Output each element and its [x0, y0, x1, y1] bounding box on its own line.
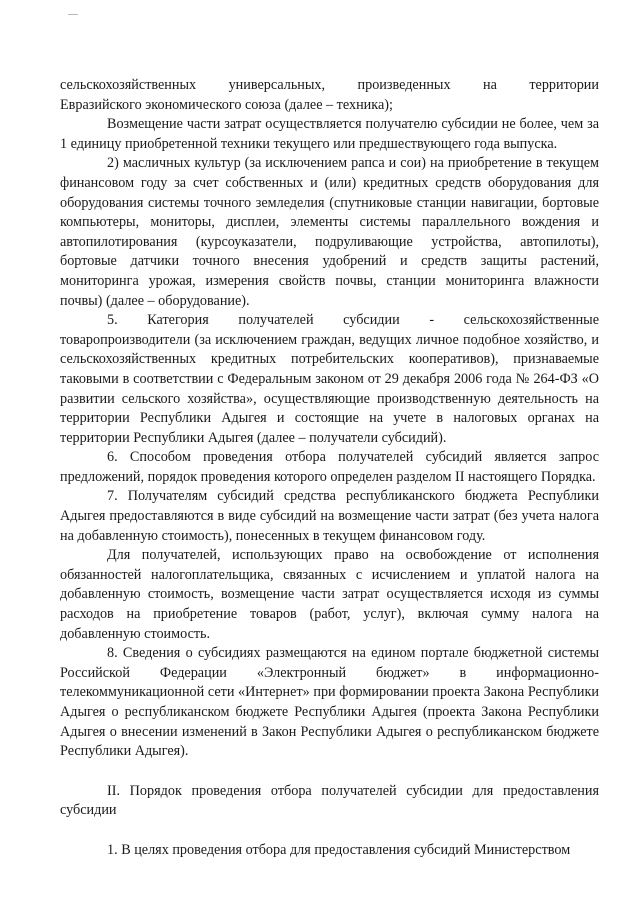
- paragraph-continuation-end: Евразийского экономического союза (далее – техника);: [60, 96, 393, 113]
- paragraph-8-information-publication: 8. Сведения о субсидиях размещаются на едином портале бюджетной системы Российской Федерации «Электронный бюджет» в информационно-телекоммуникационной сети «Интернет» при формировании проекта Закона Республики Адыгея о республиканском бюджете Республики Адыгея (проекта Закона Республики Адыгея о внесении изменений в Закон Республики Адыгея о республиканском бюджете Республики Адыгея).: [60, 645, 599, 760]
- paragraph-7-funding: 7. Получателям субсидий средства республиканского бюджета Республики Адыгея предоставляются в виде субсидий на возмещение части затрат (без учета налога на добавленную стоимость), понесенных в текущем финансовом году.: [60, 488, 599, 544]
- section-paragraph-1: 1. В целях проведения отбора для предоставления субсидий Министерством: [107, 841, 571, 858]
- paragraph-6-selection-method: 6. Способом проведения отбора получателей субсидий является запрос предложений, порядок проведения которого определен разделом II настоящего Порядка.: [60, 449, 599, 485]
- paragraph-reimbursement-note: Возмещение части затрат осуществляется получателю субсидии не более, чем за 1 единицу приобретенной техники текущего или предшествующего года выпуска.: [60, 116, 599, 152]
- paragraph-item-2-oilseeds: 2) масличных культур (за исключением рапса и сои) на приобретение в текущем финансовом году за счет собственных и (или) кредитных средств оборудования для оборудования системы точного земледелия (спутниковые станции навигации, бортовые компьютеры, мониторы, дисплеи, элементы системы параллельного вождения и автопилотирования (курсоуказатели, подруливающие устройства, автопилоты), бортовые датчики точного внесения удобрений и средств защиты растений, мониторинга урожая, измерения свойств почвы, станции мониторинга влажности почвы) (далее – оборудование).: [60, 155, 599, 309]
- section-heading: II. Порядок проведения отбора получателей субсидии для предоставления субсидии: [60, 782, 599, 819]
- paragraph-vat-exemption: Для получателей, использующих право на освобождение от исполнения обязанностей налогоплательщика, связанных с исчислением и уплатой налога на добавленную стоимость, возмещение части затрат осуществляется исходя из суммы расходов на приобретение товаров (работ, услуг), включая сумму налога на добавленную стоимость.: [60, 547, 599, 642]
- document-body: [60, 76, 599, 861]
- paragraph-5-recipients-category: 5. Категория получателей субсидии - сельскохозяйственные товаропроизводители (за исключением граждан, ведущих личное подобное хозяйство, и сельскохозяйственных кредитных потребительских кооперативов), признаваемые таковыми в соответствии с Федеральным законом от 29 декабря 2006 года № 264-ФЗ «О развитии сельского хозяйства», осуществляющие производственную деятельность на территории Республики Адыгея и состоящие на учете в налоговых органах на территории Республики Адыгея (далее – получатели субсидий).: [60, 312, 599, 446]
- scan-mark: [68, 14, 78, 15]
- paragraph-continuation-line: сельскохозяйственных универсальных, произведенных на территории: [60, 77, 599, 93]
